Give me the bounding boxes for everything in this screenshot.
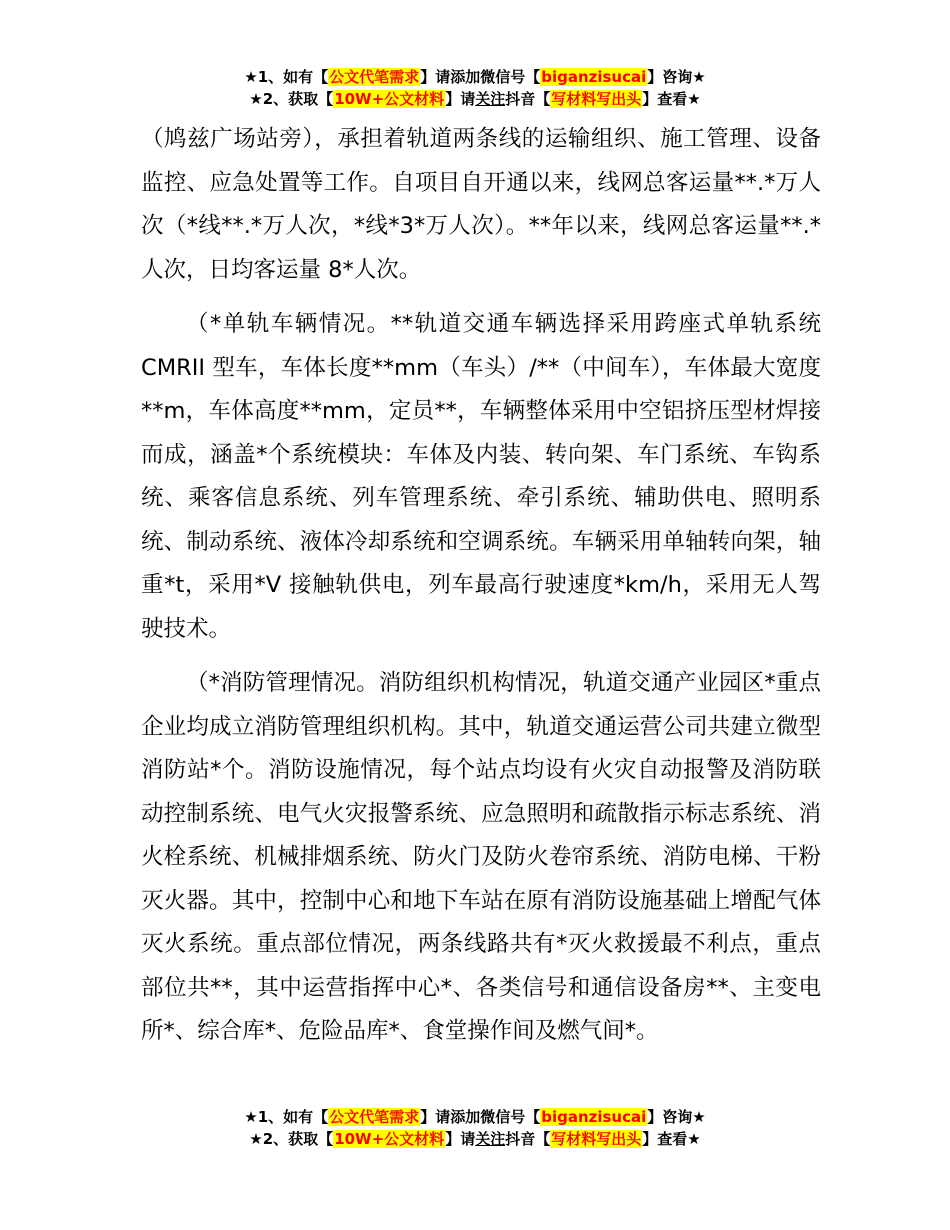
service-highlight: 公文代笔需求 — [329, 1108, 420, 1126]
banner-line-1: ★1、如有【公文代笔需求】请添加微信号【biganzisucai】咨询★ — [244, 68, 706, 86]
douyin-account-highlight: 写材料写出头 — [551, 1130, 642, 1148]
service-highlight: 公文代笔需求 — [329, 68, 420, 86]
paragraph-fire-management: （*消防管理情况。消防组织机构情况，轨道交通产业园区*重点企业均成立消防管理组织机构。其中，轨道交通运营公司共建立微型消防站*个。消防设施情况，每个站点均设有火灾自动报警及消防联动控制系统、电气火灾报警系统、应急照明和疏散指示标志系统、消火栓系统、机械排烟系统、防火门及防火卷帘系统、消防电梯、干粉灭火器。其中，控制中心和地下车站在原有消防设施基础上增配气体灭火系统。重点部位情况，两条线路共有*灭火救援最不利点，重点部位共**，其中运营指挥中心*、各类信号和通信设备房**、主变电所*、综合库*、危险品库*、食堂操作间及燃气间*。 — [141, 670, 821, 1044]
header-banner — [0, 66, 950, 110]
follow-underline: 关注 — [475, 1130, 506, 1148]
document-body — [141, 118, 821, 1065]
wechat-id-highlight: biganzisucai — [541, 68, 647, 86]
banner-line-2: ★2、获取【10W+公文材料】请关注抖音【写材料写出头】查看★ — [249, 90, 701, 108]
footer-banner — [0, 1106, 950, 1150]
wechat-id-highlight: biganzisucai — [541, 1108, 647, 1126]
douyin-account-highlight: 写材料写出头 — [551, 90, 642, 108]
paragraph-monorail-vehicles: （*单轨车辆情况。**轨道交通车辆选择采用跨座式单轨系统 CMRII 型车，车体长度**mm（车头）/**（中间车），车体最大宽度**m，车体高度**mm，定员**，车辆整体采用中空铝挤压型材焊接而成，涵盖*个系统模块：车体及内装、转向架、车门系统、车钩系统、乘客信息系统、列车管理系统、牵引系统、辅助供电、照明系统、制动系统、液体冷却系统和空调系统。车辆采用单轴转向架，轴重*t，采用*V 接触轨供电，列车最高行驶速度*km/h，采用无人驾驶技术。 — [141, 311, 821, 642]
paragraph-operations: （鸠兹广场站旁），承担着轨道两条线的运输组织、施工管理、设备监控、应急处置等工作。自项目自开通以来，线网总客运量**.*万人次（*线**.*万人次，*线*3*万人次）。**年以来，线网总客运量**.*人次，日均客运量 8*人次。 — [141, 126, 821, 283]
materials-highlight: 10W+公文材料 — [334, 1130, 445, 1148]
banner-line-1: ★1、如有【公文代笔需求】请添加微信号【biganzisucai】咨询★ — [244, 1108, 706, 1126]
follow-underline: 关注 — [475, 90, 506, 108]
materials-highlight: 10W+公文材料 — [334, 90, 445, 108]
banner-line-2: ★2、获取【10W+公文材料】请关注抖音【写材料写出头】查看★ — [249, 1130, 701, 1148]
